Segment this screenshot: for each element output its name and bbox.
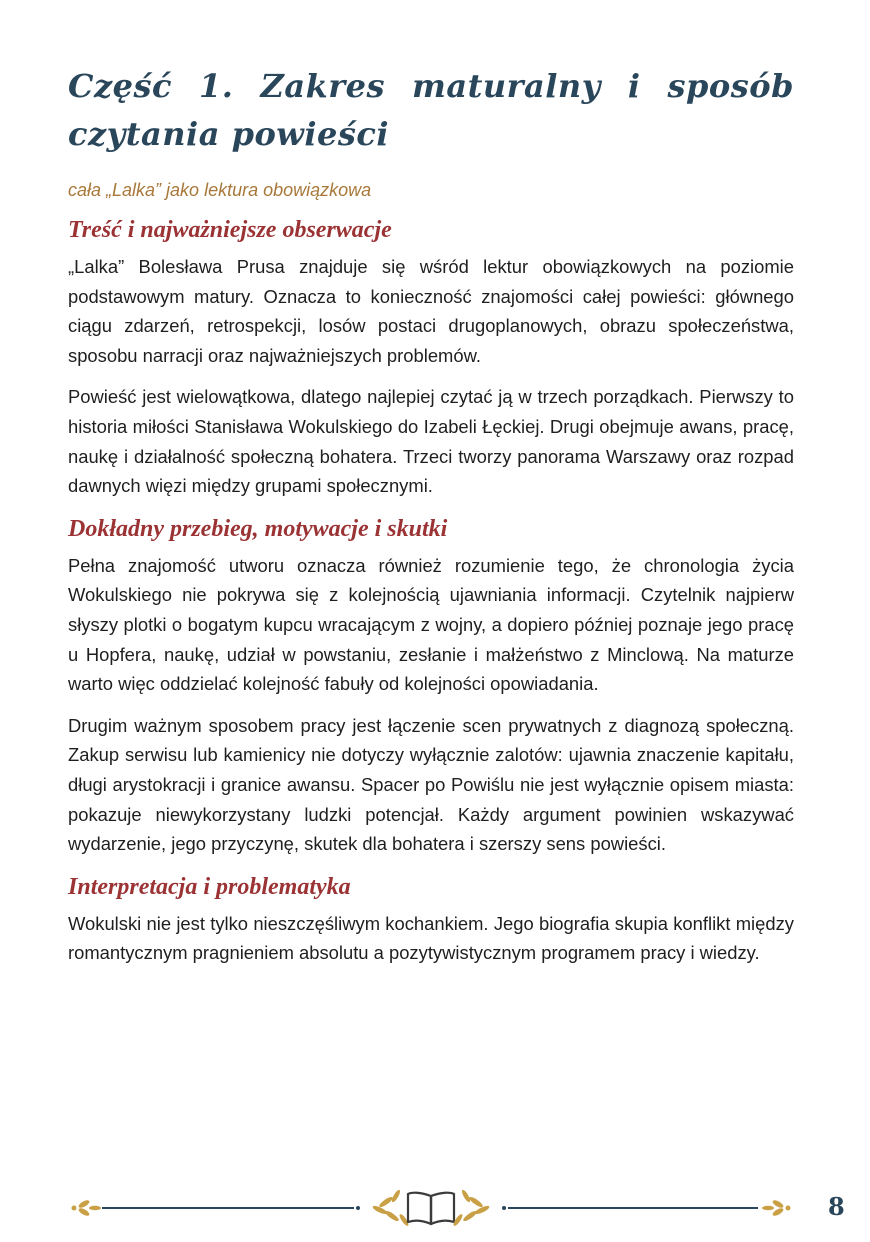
paragraph: „Lalka” Bolesława Prusa znajduje się wśród lektur obowiązkowych na poziomie podstawowym matury. Oznacza to konieczność znajomości całej powieści: głównego ciągu zdarzeń, retrospekcji, losów postaci drugoplanowych, obrazu społeczeństwa, sposobu narracji oraz najważniejszych problemów. — [68, 256, 794, 366]
section-heading: Interpretacja i problematyka — [68, 873, 351, 900]
section-content — [68, 214, 794, 501]
open-book-laurel-icon — [68, 1186, 794, 1230]
paragraph: Wokulski nie jest tylko nieszczęśliwym kochankiem. Jego biografia skupia konflikt między romantycznym pragnieniem absolutu a pozytywistycznym programem pracy i wiedzy. — [68, 912, 794, 964]
section-heading: Treść i najważniejsze obserwacje — [68, 217, 392, 243]
section-interpretation — [68, 871, 794, 968]
section-plot — [68, 513, 794, 859]
paragraph: Pełna znajomość utworu oznacza również rozumienie tego, że chronologia życia Wokulskiego nie pokrywa się z kolejnością ujawniania informacji. Czytelnik najpierw słyszy plotki o bogatym kupcu wracającym z wojny, a dopiero później poznaje jego pracę u Hopfera, naukę, udział w powstaniu, zesłanie i małżeństwo z Minclową. Na maturze warto więc oddzielać kolejność fabuły od kolejności opowiadania. — [68, 554, 794, 695]
chapter-subtitle: cała „Lalka” jako lektura obowiązkowa — [68, 180, 372, 200]
page-content — [68, 62, 794, 980]
section-heading: Dokładny przebieg, motywacje i skutki — [68, 515, 448, 542]
paragraph: Drugim ważnym sposobem pracy jest łączenie scen prywatnych z diagnozą społeczną. Zakup serwisu lub kamienicy nie dotyczy wyłącznie zalotów: ujawnia znaczenie kapitału, długi arystokracji i granice awansu. Spacer po Powiślu nie jest wyłącznie opisem miasta: pokazuje niewykorzystany ludzki potencjał. Każdy argument powinien wskazywać wydarzenie, jego przyczynę, skutek dla bohatera i szerszy sens powieści. — [68, 714, 794, 855]
footer-ornament — [68, 1186, 794, 1230]
paragraph: Powieść jest wielowątkowa, dlatego najlepiej czytać ją w trzech porządkach. Pierwszy to historia miłości Stanisława Wokulskiego do Izabeli Łęckiej. Drugi obejmuje awans, pracę, naukę i działalność społeczną bohatera. Trzeci tworzy panorama Warszawy oraz rozpad dawnych więzi między grupami społecznymi. — [68, 386, 794, 497]
page-number: 8 — [828, 1192, 845, 1221]
chapter-title: Część 1. Zakres maturalny i sposób czytania powieści — [68, 67, 794, 153]
